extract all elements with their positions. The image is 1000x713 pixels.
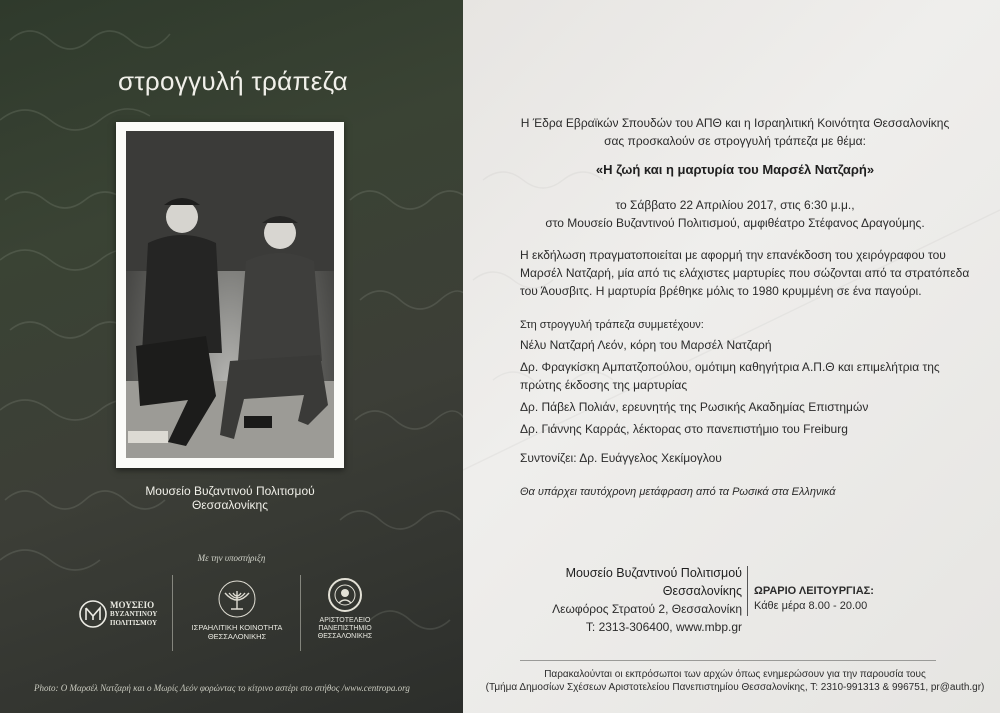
venue-line: στο Μουσείο Βυζαντινού Πολιτισμού, αμφιθέατρο Στέφανος Δραγούμης. xyxy=(545,216,925,230)
translation-note: Θα υπάρχει ταυτόχρονη μετάφραση από τα Ρωσικά στα Ελληνικά xyxy=(520,486,836,498)
museum-contact xyxy=(520,564,742,636)
left-panel xyxy=(0,0,463,713)
date-venue xyxy=(470,196,1000,232)
photo-credit: Photo: Ο Μαρσέλ Νατζαρή και ο Μωρίς Λεόν φορώντας το κίτρινο αστέρι στο στήθος /www.centropa.org xyxy=(34,683,410,693)
opening-hours xyxy=(754,584,874,614)
footer-line-1: Παρακαλούνται οι εκπρόσωποι των αρχών όπως ενημερώσουν για την παρουσία τους xyxy=(544,669,926,680)
footer-line-2: (Τμήμα Δημοσίων Σχέσεων Αριστοτελείου Πανεπιστημίου Θεσσαλονίκης, Τ: 2310-991313 & 996751, pr@auth.gr) xyxy=(485,682,985,693)
museum-logo-line2: ΒΥΖΑΝΤΙΝΟΥ xyxy=(110,610,158,618)
footer-note xyxy=(470,668,1000,694)
community-logo-line2: ΘΕΣΣΑΛΟΝΙΚΗΣ xyxy=(207,632,267,641)
historical-photo xyxy=(126,131,334,458)
contact-museum-name: Μουσείο Βυζαντινού Πολιτισμού Θεσσαλονίκης xyxy=(565,566,742,598)
menorah-icon xyxy=(217,579,257,619)
university-logo-line2: ΠΑΝΕΠΙΣΤΗΜΙΟ xyxy=(318,625,372,632)
university-logo-line1: ΑΡΙΣΤΟΤΕΛΕΙΟ xyxy=(319,617,371,624)
museum-logo-line3: ΠΟΛΙΤΙΣΜΟΥ xyxy=(110,619,158,627)
jewish-community-logo xyxy=(176,571,298,655)
museum-logo xyxy=(76,571,171,655)
participant-item: Δρ. Φραγκίσκη Αμπατζοπούλου, ομότιμη καθηγήτρια Α.Π.Θ και επιμελήτρια της xyxy=(520,360,940,374)
hours-value: Κάθε μέρα 8.00 - 20.00 xyxy=(754,600,868,612)
two-men-photo-illustration xyxy=(126,131,334,458)
university-logo-line3: ΘΕΣΣΑΛΟΝΙΚΗΣ xyxy=(317,633,373,640)
intro-text xyxy=(470,114,1000,150)
university-logo xyxy=(304,571,386,655)
description-line-3: του Άουσβιτς. Η μαρτυρία βρέθηκε μόλις το 1980 κρυμμένη σε ένα παγούρι. xyxy=(520,284,922,298)
participant-item: Νέλυ Νατζαρή Λεόν, κόρη του Μαρσέλ Νατζαρή xyxy=(520,338,772,352)
contact-phone-web: Τ: 2313-306400, www.mbp.gr xyxy=(585,620,742,634)
museum-logo-line1: ΜΟΥΣΕΙΟ xyxy=(110,600,155,610)
description-line-1: Η εκδήλωση πραγματοποιείται με αφορμή την επανέκδοση του χειρόγραφου του xyxy=(520,248,946,262)
logo-divider xyxy=(300,575,301,651)
participant-item: πρώτης έκδοσης της μαρτυρίας xyxy=(520,378,688,392)
logo-divider xyxy=(172,575,173,651)
photo-museum-caption: Μουσείο Βυζαντινού Πολιτισμού Θεσσαλονίκης xyxy=(145,484,315,512)
page-heading: στρογγυλή τράπεζα xyxy=(118,66,348,96)
intro-line-2: σας προσκαλούν σε στρογγυλή τράπεζα με θέμα: xyxy=(604,134,866,148)
support-label: Με την υποστήριξη xyxy=(197,553,266,563)
participants-label: Στη στρογγυλή τράπεζα συμμετέχουν: xyxy=(520,319,704,331)
moderator: Συντονίζει: Δρ. Ευάγγελος Χεκίμογλου xyxy=(520,451,722,465)
event-title: «Η ζωή και η μαρτυρία του Μαρσέλ Νατζαρή» xyxy=(595,162,875,177)
sponsor-logos xyxy=(76,571,386,655)
date-line: το Σάββατο 22 Απριλίου 2017, στις 6:30 μ.μ., xyxy=(615,198,855,212)
description-line-2: Μαρσέλ Νατζαρή, μία από τις ελάχιστες μαρτυρίες που σώζονται από τα στρατόπεδα xyxy=(520,266,970,280)
historical-photo-frame xyxy=(116,122,344,468)
community-logo-line1: ΙΣΡΑΗΛΙΤΙΚΗ ΚΟΙΝΟΤΗΤΑ xyxy=(191,623,283,632)
event-description xyxy=(520,246,990,300)
hours-label: ΩΡΑΡΙΟ ΛΕΙΤΟΥΡΓΙΑΣ: xyxy=(754,585,874,597)
intro-line-1: Η Έδρα Εβραϊκών Σπουδών του ΑΠΘ και η Ισραηλιτική Κοινότητα Θεσσαλονίκης xyxy=(520,116,950,130)
university-seal-icon xyxy=(327,577,363,613)
contact-divider xyxy=(747,566,748,616)
footer-divider xyxy=(520,660,936,661)
participants-list xyxy=(520,336,990,438)
participant-item: Δρ. Γιάννης Καρράς, λέκτορας στο πανεπιστήμιο του Freiburg xyxy=(520,422,848,436)
museum-emblem-icon xyxy=(78,599,108,629)
contact-address: Λεωφόρος Στρατού 2, Θεσσαλονίκη xyxy=(552,602,742,616)
participant-item: Δρ. Πάβελ Πολιάν, ερευνητής της Ρωσικής Ακαδημίας Επιστημών xyxy=(520,400,869,414)
